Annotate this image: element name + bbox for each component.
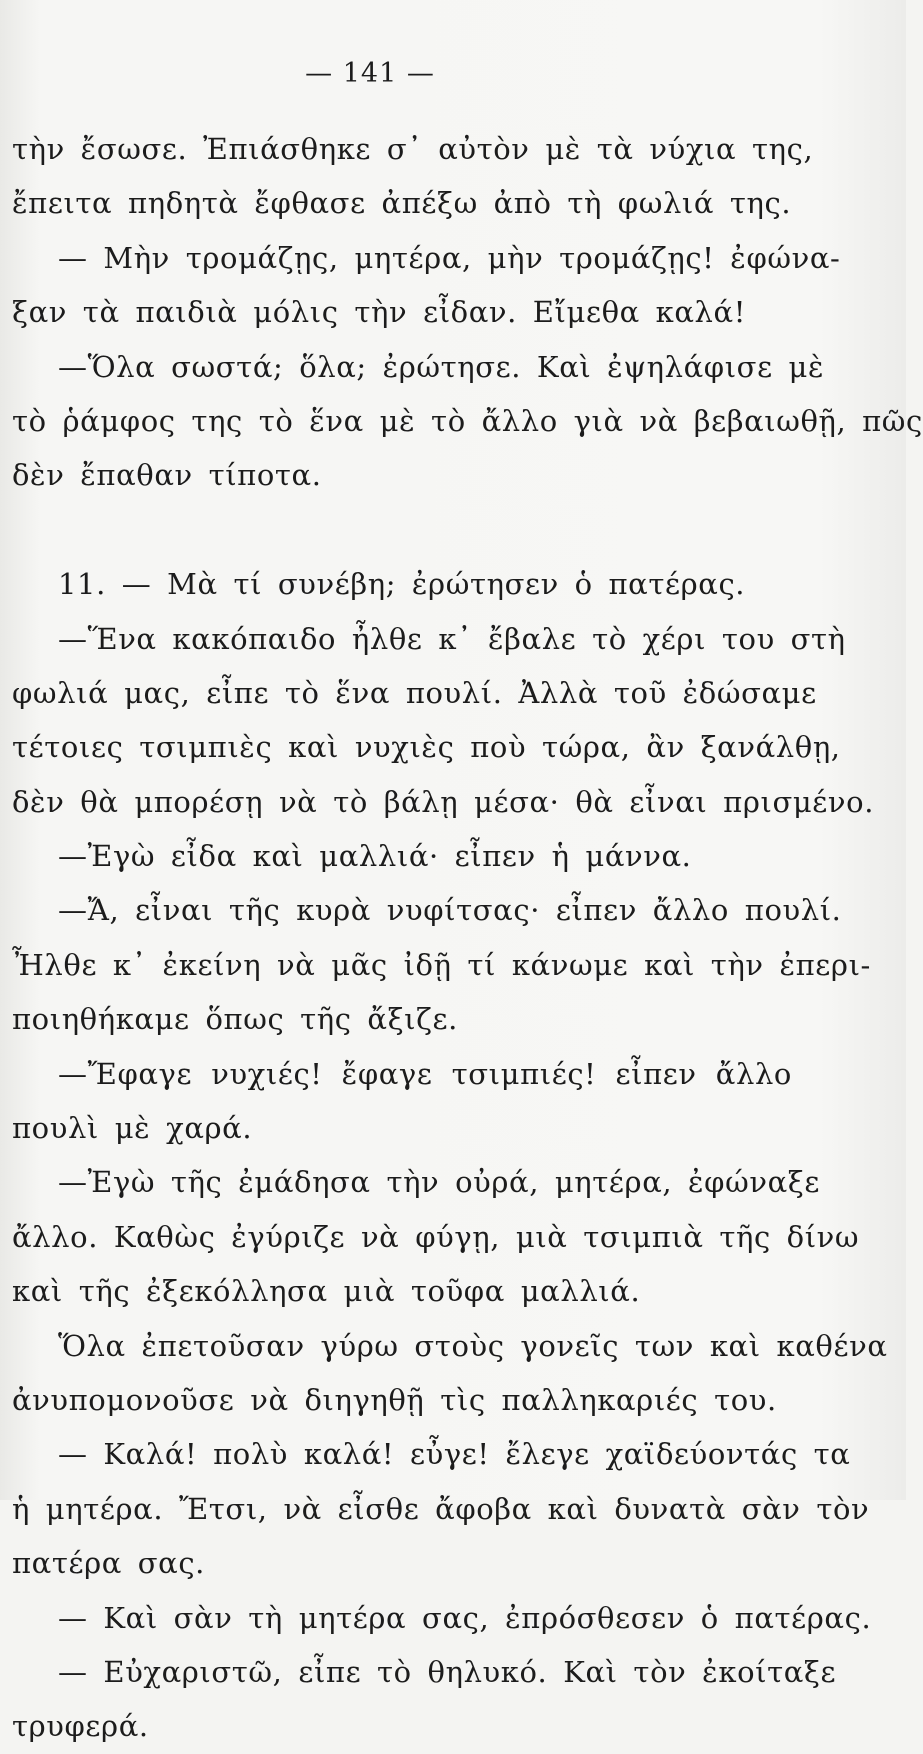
- text-line: ξαν τὰ παιδιὰ μόλις τὴν εἶδαν. Εἴμεθα καλά!: [12, 295, 746, 330]
- paragraph-gap: [12, 503, 792, 557]
- text-line: —Ἕνα κακόπαιδο ἦλθε κ᾽ ἔβαλε τὸ χέρι του στὴ: [58, 621, 846, 656]
- text-line: ἔπειτα πηδητὰ ἔφθασε ἀπέξω ἀπὸ τὴ φωλιά της.: [12, 186, 792, 221]
- text-line: ἀνυπομονοῦσε νὰ διηγηθῇ τὶς παλληκαριές του.: [12, 1382, 777, 1417]
- text-line: —Ἄ, εἶναι τῆς κυρὰ νυφίτσας· εἶπεν ἄλλο πουλί.: [58, 893, 842, 928]
- text-line: —Ἔφαγε νυχιές! ἔφαγε τσιμπιές! εἶπεν ἄλλο: [58, 1056, 792, 1091]
- text-line: Ὅλα ἐπετοῦσαν γύρω στοὺς γονεῖς των καὶ καθένα: [58, 1328, 888, 1363]
- text-line: —Ἐγὼ εἶδα καὶ μαλλιά· εἶπεν ἡ μάννα.: [58, 839, 692, 874]
- page-number: — 141 —: [305, 58, 435, 89]
- section-start-line: 11. — Μὰ τί συνέβη; ἐρώτησεν ὁ πατέρας.: [58, 567, 746, 602]
- text-line: τέτοιες τσιμπιὲς καὶ νυχιὲς ποὺ τώρα, ἂν ξανάλθῃ,: [12, 730, 841, 765]
- text-line: — Εὐχαριστῶ, εἶπε τὸ θηλυκό. Καὶ τὸν ἐκοίταξε: [58, 1654, 837, 1689]
- text-line: δὲν θὰ μπορέσῃ νὰ τὸ βάλῃ μέσα· θὰ εἶναι πρισμένο.: [12, 784, 875, 819]
- page-body: [12, 122, 923, 1754]
- text-line: δὲν ἔπαθαν τίποτα.: [12, 458, 322, 493]
- text-line: πατέρα σας.: [12, 1546, 206, 1581]
- text-line: τὸ ῥάμφος της τὸ ἕνα μὲ τὸ ἄλλο γιὰ νὰ βεβαιωθῇ, πῶς: [12, 403, 923, 438]
- text-line: —Ὅλα σωστά; ὅλα; ἐρώτησε. Καὶ ἐψηλάφισε μὲ: [58, 349, 825, 384]
- text-line: ἄλλο. Καθὼς ἐγύριζε νὰ φύγῃ, μιὰ τσιμπιὰ τῆς δίνω: [12, 1219, 860, 1254]
- text-line: πουλὶ μὲ χαρά.: [12, 1111, 253, 1146]
- text-line: ἡ μητέρα. Ἔτσι, νὰ εἶσθε ἄφοβα καὶ δυνατὰ σὰν τὸν: [12, 1491, 870, 1526]
- text-line: τρυφερά.: [12, 1709, 149, 1744]
- text-line: Ἦλθε κ᾽ ἐκείνη νὰ μᾶς ἰδῇ τί κάνωμε καὶ τὴν ἐπερι-: [12, 947, 871, 982]
- text-line: καὶ τῆς ἐξεκόλλησα μιὰ τοῦφα μαλλιά.: [12, 1274, 641, 1309]
- text-line: — Μὴν τρομάζῃς, μητέρα, μὴν τρομάζῃς! ἐφώνα-: [58, 240, 841, 275]
- text-line: φωλιά μας, εἶπε τὸ ἕνα πουλί. Ἀλλὰ τοῦ ἐδώσαμε: [12, 675, 817, 710]
- text-line: — Καλά! πολὺ καλά! εὖγε! ἔλεγε χαϊδεύοντάς τα: [58, 1437, 851, 1472]
- text-line: —Ἐγὼ τῆς ἐμάδησα τὴν οὐρά, μητέρα, ἐφώναξε: [58, 1165, 820, 1200]
- text-line: — Καὶ σὰν τὴ μητέρα σας, ἐπρόσθεσεν ὁ πατέρας.: [58, 1600, 872, 1635]
- text-line: τὴν ἔσωσε. Ἐπιάσθηκε σ᾽ αὐτὸν μὲ τὰ νύχια της,: [12, 132, 814, 166]
- text-line: ποιηθήκαμε ὅπως τῆς ἄξιζε.: [12, 1002, 458, 1037]
